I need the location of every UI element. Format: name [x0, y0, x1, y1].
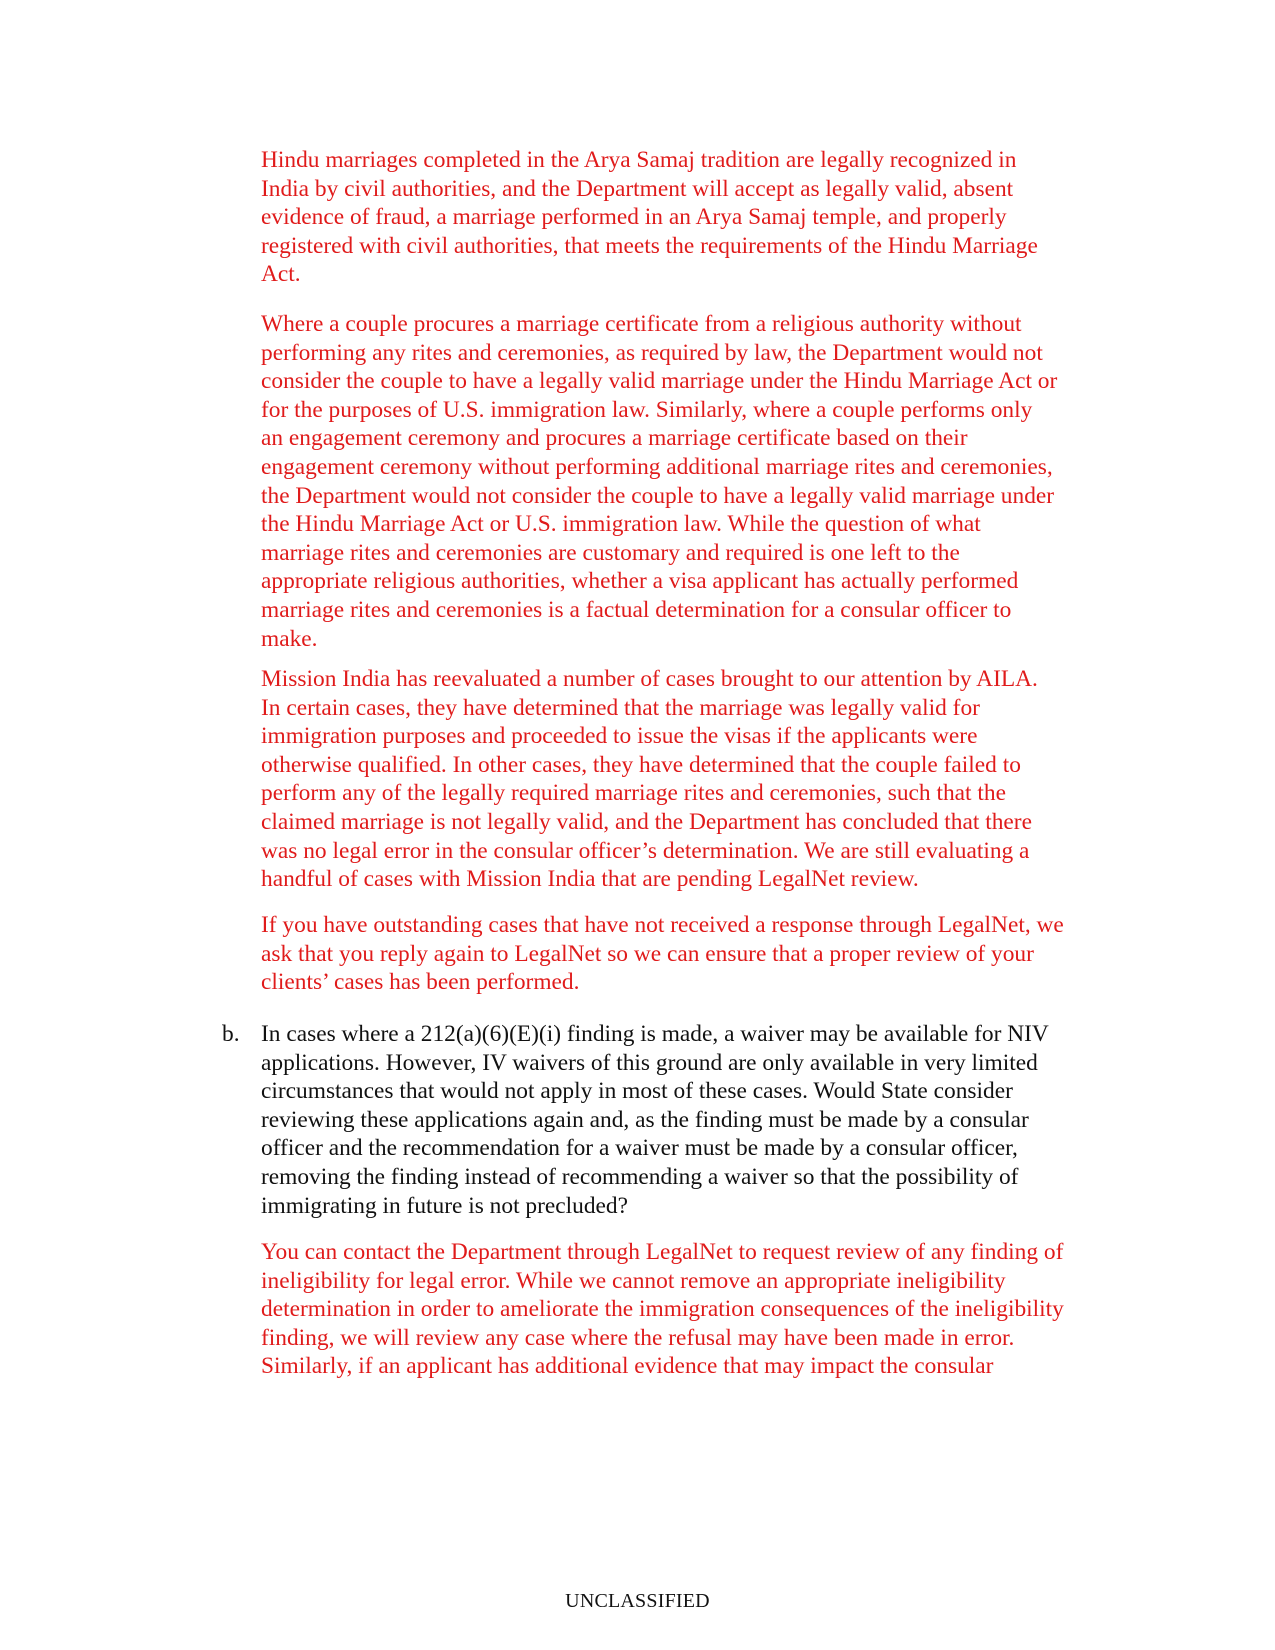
response-paragraph-arya-samaj: Hindu marriages completed in the Arya Samaj tradition are legally recognized in India by civil authorities, and the Department will accept as legally valid, absent evidence of fraud, a marriage performed in an Arya Samaj temple, and properly registered with civil authorities, that meets the requirements of the Hindu Marriage Act.: [261, 147, 1038, 288]
response-paragraph-rites-ceremonies: Where a couple procures a marriage certificate from a religious authority without performing any rites and ceremonies, as required by law, the Department would not consider the couple to have a legally valid marriage under the Hindu Marriage Act or for the purposes of U.S. immigration law. Similarly, where a couple performs only an engagement ceremony and procures a marriage certificate based on their engagement ceremony without performing additional marriage rites and ceremonies, the Department would not consider the couple to have a legally valid marriage under the Hindu Marriage Act or U.S. immigration law. While the question of what marriage rites and ceremonies are customary and required is one left to the appropriate religious authorities, whether a visa applicant has actually performed marriage rites and ceremonies is a factual determination for a consular officer to make.: [261, 311, 1058, 652]
response-paragraph-outstanding-cases: If you have outstanding cases that have not received a response through LegalNet, we ask that you reply again to LegalNet so we can ensure that a proper review of your clients’ cases has been performed.: [261, 912, 1064, 996]
response-paragraph-legalnet-review: You can contact the Department through LegalNet to request review of any finding of ineligibility for legal error. While we cannot remove an appropriate ineligibility determination in order to ameliorate the immigration consequences of the ineligibility finding, we will review any case where the refusal may have been made in error. Similarly, if an applicant has additional evidence that may impact the consular: [261, 1239, 1064, 1380]
classification-footer: UNCLASSIFIED: [565, 1590, 710, 1612]
list-item-marker-b: b.: [222, 1021, 240, 1047]
response-paragraph-mission-india: Mission India has reevaluated a number of cases brought to our attention by AILA. In certain cases, they have determined that the marriage was legally valid for immigration purposes and proceeded to issue the visas if the applicants were otherwise qualified. In other cases, they have determined that the couple failed to perform any of the legally required marriage rites and ceremonies, such that the claimed marriage is not legally valid, and the Department has concluded that there was no legal error in the consular officer’s determination. We are still evaluating a handful of cases with Mission India that are pending LegalNet review.: [261, 666, 1038, 893]
question-paragraph-b: In cases where a 212(a)(6)(E)(i) finding is made, a waiver may be available for NIV applications. However, IV waivers of this ground are only available in very limited circumstances that would not apply in most of these cases. Would State consider reviewing these applications again and, as the finding must be made by a consular officer and the recommendation for a waiver must be made by a consular officer, removing the finding instead of recommending a waiver so that the possibility of immigrating in future is not precluded?: [261, 1021, 1049, 1219]
